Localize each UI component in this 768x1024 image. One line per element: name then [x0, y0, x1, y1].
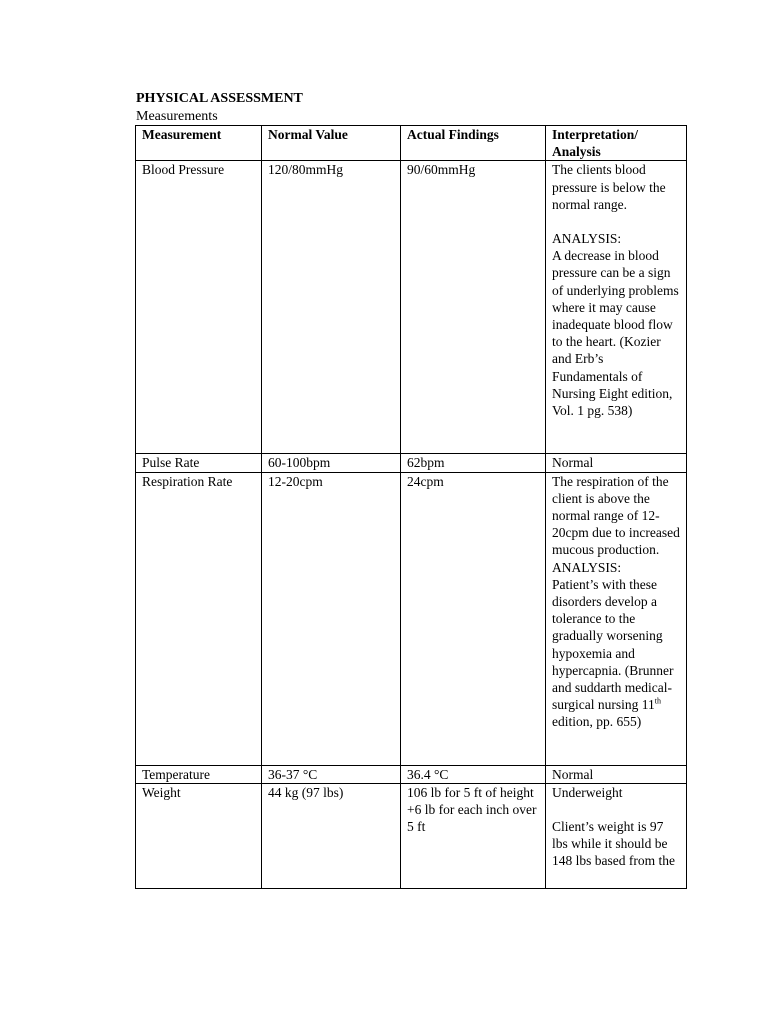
section-subtitle: Measurements: [136, 109, 218, 124]
cell-measurement: Weight: [136, 783, 262, 888]
column-header-interpretation: Interpretation/ Analysis: [546, 126, 687, 161]
table-row: [136, 472, 687, 765]
cell-measurement: Respiration Rate: [136, 472, 262, 765]
ordinal-superscript: th: [654, 696, 661, 706]
cell-interpretation: [546, 783, 687, 888]
cell-measurement: Temperature: [136, 765, 262, 783]
cell-measurement: Blood Pressure: [136, 161, 262, 454]
table-row: [136, 454, 687, 472]
assessment-table: [135, 125, 687, 889]
table-row: [136, 161, 687, 454]
citation-text: edition, pp. 655): [552, 714, 642, 730]
cell-interpretation: Normal: [546, 765, 687, 783]
analysis-text: Client’s weight is 97 lbs while it should be 148 lbs based from the: [552, 819, 675, 869]
interpretation-text: Underweight: [552, 784, 623, 800]
cell-actual-findings: 90/60mmHg: [401, 161, 546, 454]
cell-normal-value: 36-37 °C: [262, 765, 401, 783]
column-header-measurement: Measurement: [136, 126, 262, 161]
table-row: [136, 783, 687, 888]
cell-measurement: Pulse Rate: [136, 454, 262, 472]
cell-normal-value: 44 kg (97 lbs): [262, 783, 401, 888]
column-header-actual-findings: Actual Findings: [401, 126, 546, 161]
cell-normal-value: 60-100bpm: [262, 454, 401, 472]
table-row: [136, 765, 687, 783]
cell-normal-value: 120/80mmHg: [262, 161, 401, 454]
table-header-row: [136, 126, 687, 161]
cell-interpretation: [546, 161, 687, 454]
cell-interpretation: Normal: [546, 454, 687, 472]
cell-actual-findings: 62bpm: [401, 454, 546, 472]
analysis-text: ANALYSIS: A decrease in blood pressure can be a sign of underlying problems where it may cause inadequate blood flow to the heart. (Kozier and Erb’s Fundamentals of Nursing Eight edition, Vol. 1 pg. 538): [552, 231, 679, 419]
cell-interpretation: [546, 472, 687, 765]
cell-actual-findings: 24cpm: [401, 472, 546, 765]
cell-normal-value: 12-20cpm: [262, 472, 401, 765]
cell-actual-findings: 36.4 °C: [401, 765, 546, 783]
cell-actual-findings: 106 lb for 5 ft of height +6 lb for each inch over 5 ft: [401, 783, 546, 888]
interpretation-text: The respiration of the client is above the normal range of 12-20cpm due to increased mucous production. ANALYSIS: Patient’s with these disorders develop a tolerance to the gradually worsening hypoxemia and hypercapnia. (Brunner and suddarth medical-surgical nursing 11: [552, 473, 680, 713]
interpretation-text: The clients blood pressure is below the normal range.: [552, 162, 666, 212]
document-title: PHYSICAL ASSESSMENT: [136, 91, 303, 106]
column-header-normal-value: Normal Value: [262, 126, 401, 161]
